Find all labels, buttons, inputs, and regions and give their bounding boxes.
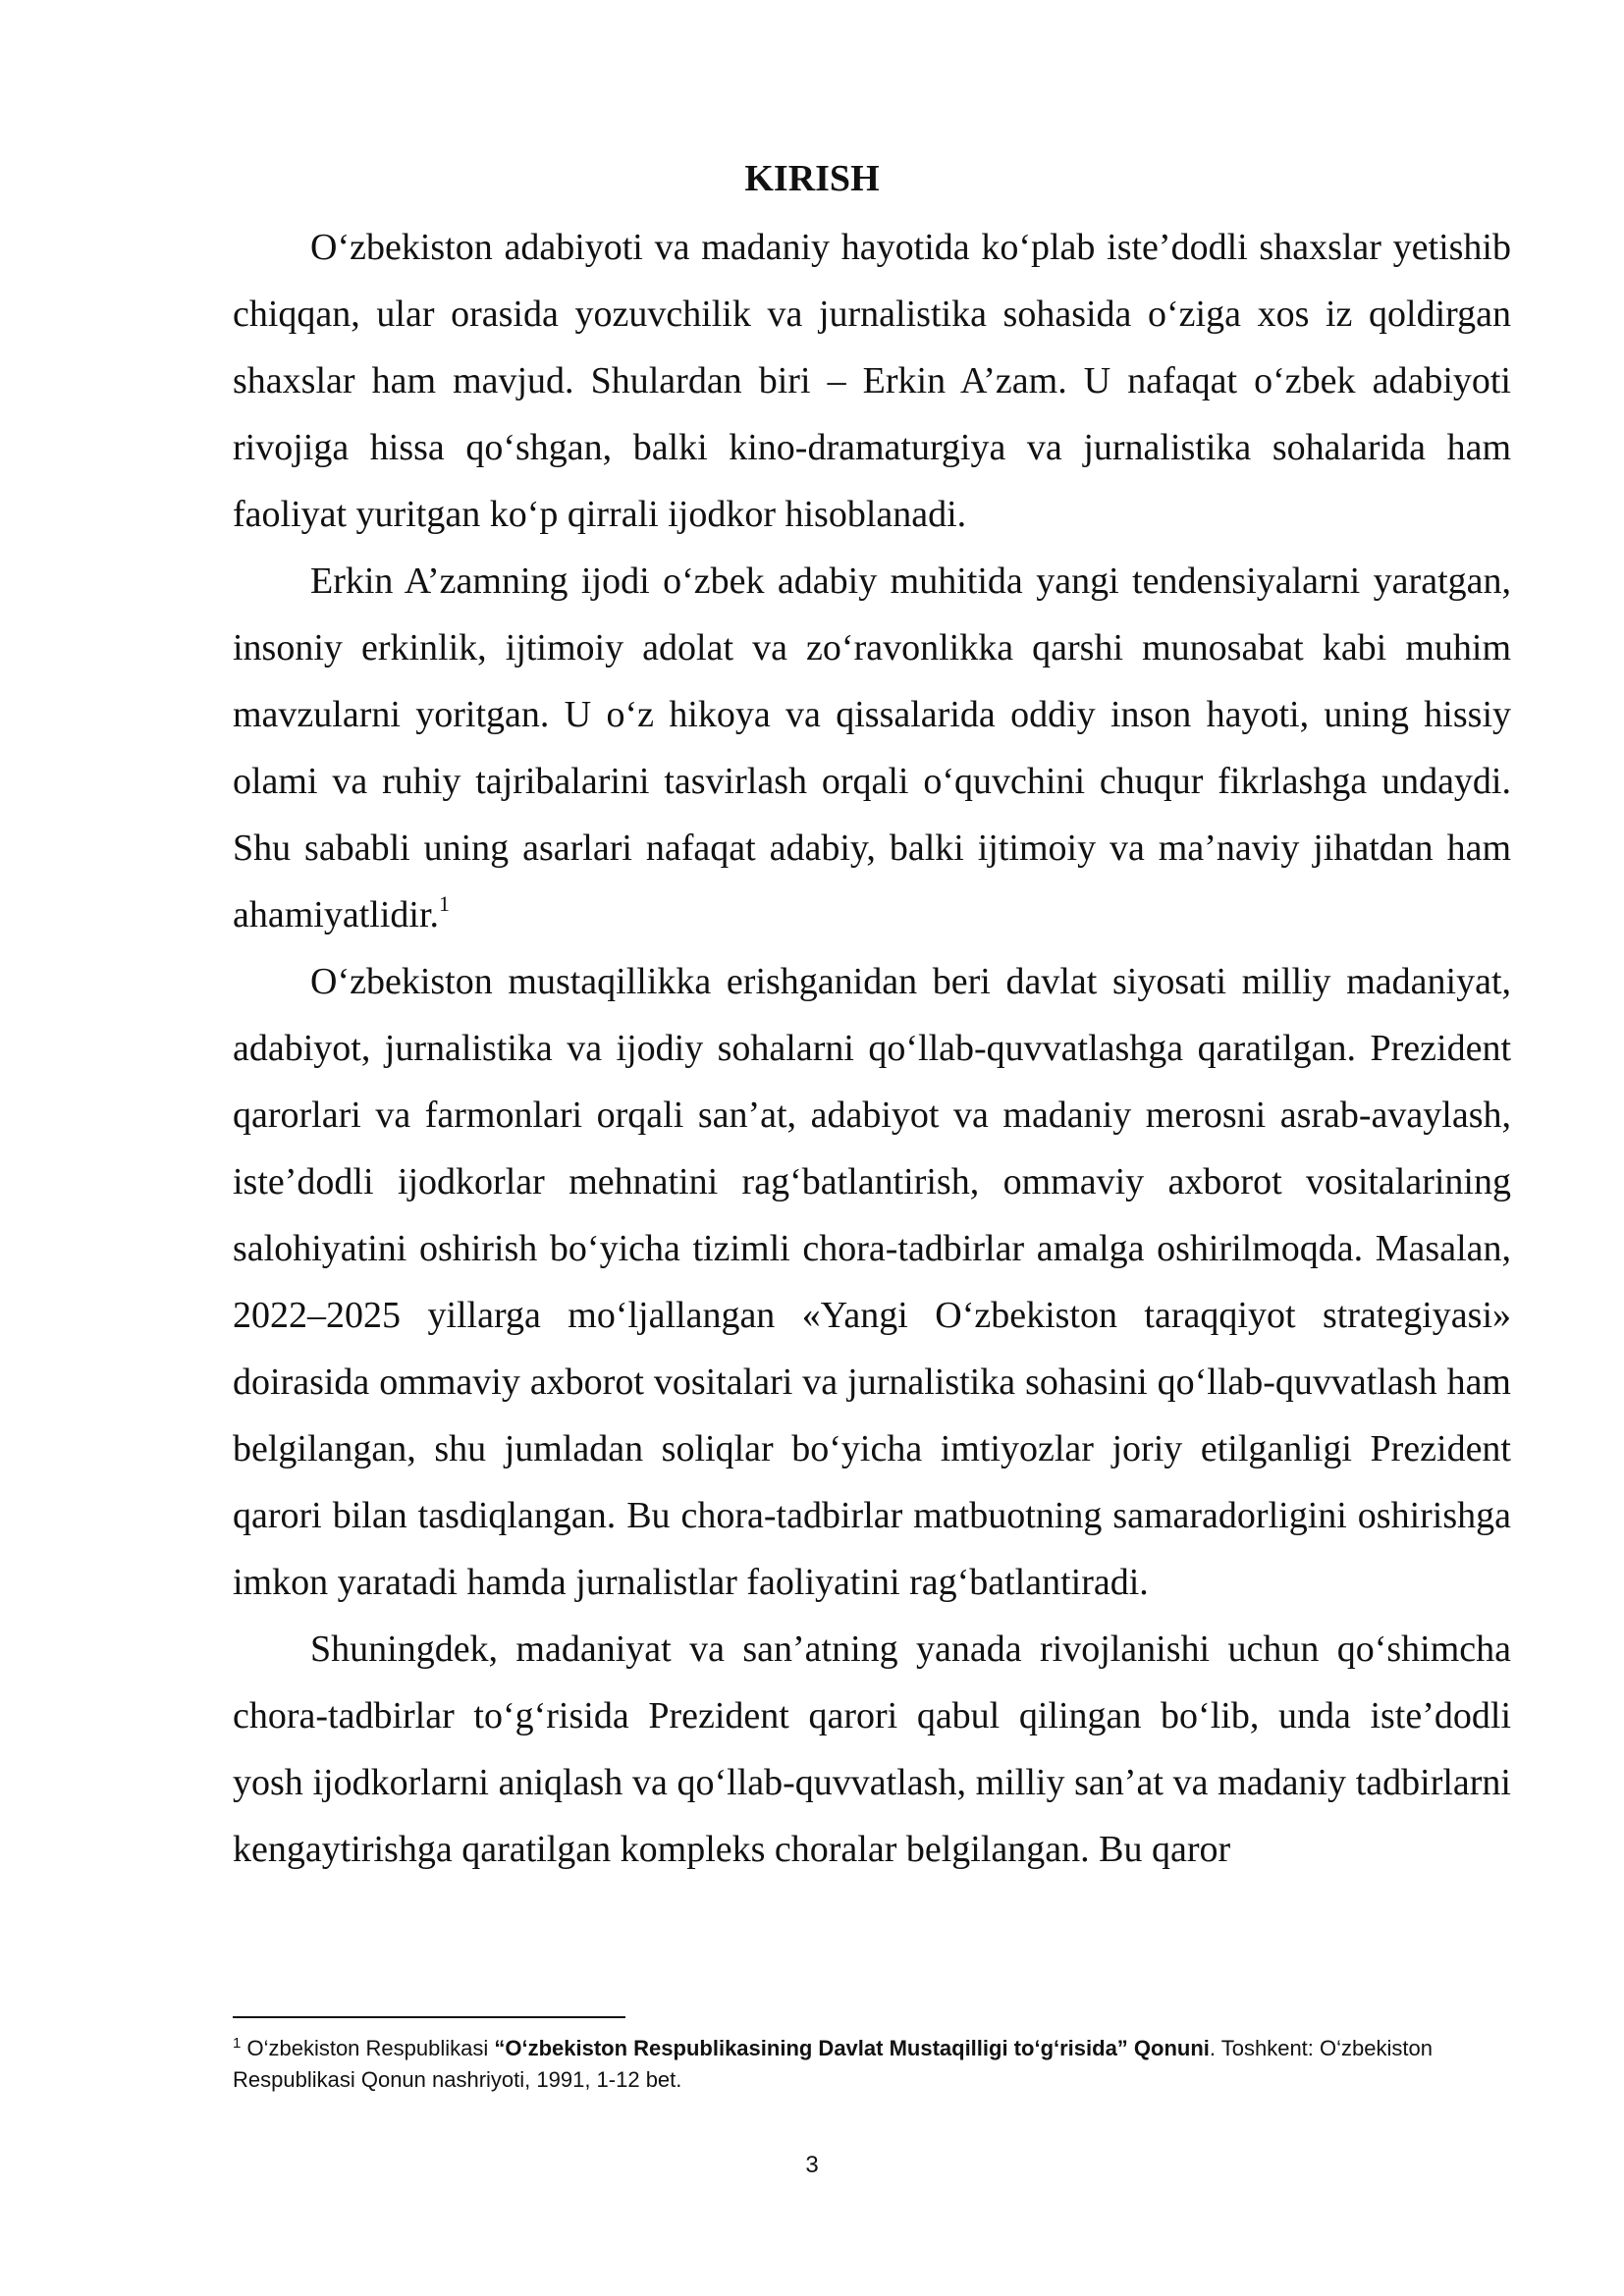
footnote-reference[interactable]: 1 bbox=[439, 891, 451, 916]
footnote-source-title: “O‘zbekiston Respublikasining Davlat Mustaqilligi to‘g‘risida” Qonuni bbox=[494, 2036, 1210, 2060]
body-text bbox=[233, 214, 1511, 1883]
footnote-prefix: O‘zbekiston Respublikasi bbox=[246, 2036, 489, 2060]
footnote-suffix: . Toshkent: O‘zbekiston Respublikasi Qonun nashriyoti, 1991, 1-12 bet. bbox=[233, 2036, 1433, 2092]
paragraph-2-text: Erkin A’zamning ijodi o‘zbek adabiy muhitida yangi tendensiyalarni yaratgan, insoniy erkinlik, ijtimoiy adolat va zo‘ravonlikka qarshi munosabat kabi muhim mavzularni yoritgan. U o‘z hikoya va qissalarida oddiy inson hayoti, uning hissiy olami va ruhiy tajribalarini tasvirlash orqali o‘quvchini chuqur fikrlashga undaydi. Shu sababli uning asarlari nafaqat adabiy, balki ijtimoiy va ma’naviy jihatdan ham ahamiyatlidir. bbox=[233, 561, 1511, 935]
footnote-marker: 1 bbox=[233, 2035, 242, 2052]
paragraph-2 bbox=[233, 548, 1511, 948]
page-number: 3 bbox=[805, 2152, 819, 2178]
footnote bbox=[233, 2033, 1511, 2096]
paragraph-3: O‘zbekiston mustaqillikka erishganidan beri davlat siyosati milliy madaniyat, adabiyot, jurnalistika va ijodiy sohalarni qo‘llab-quvvatlashga qaratilgan. Prezident qarorlari va farmonlari orqali san’at, adabiyot va madaniy merosni asrab-avaylash, iste’dodli ijodkorlar mehnatini rag‘batlantirish, ommaviy axborot vositalarining salohiyatini oshirish bo‘yicha tizimli chora-tadbirlar amalga oshirilmoqda. Masalan, 2022–2025 yillarga mo‘ljallangan «Yangi O‘zbekiston taraqqiyot strategiyasi» doirasida ommaviy axborot vositalari va jurnalistika sohasini qo‘llab-quvvatlash ham belgilangan, shu jumladan soliqlar bo‘yicha imtiyozlar joriy etilganligi Prezident qarori bilan tasdiqlangan. Bu chora-tadbirlar matbuotning samaradorligini oshirishga imkon yaratadi hamda jurnalistlar faoliyatini rag‘batlantiradi. bbox=[233, 961, 1511, 1603]
paragraph-4: Shuningdek, madaniyat va san’atning yanada rivojlanishi uchun qo‘shimcha chora-tadbirlar to‘g‘risida Prezident qarori qabul qilingan bo‘lib, unda iste’dodli yosh ijodkorlarni aniqlash va qo‘llab-quvvatlash, milliy san’at va madaniy tadbirlarni kengaytirishga qaratilgan kompleks choralar belgilangan. Bu qaror bbox=[233, 1629, 1511, 1870]
paragraph-1: O‘zbekiston adabiyoti va madaniy hayotida ko‘plab iste’dodli shaxslar yetishib chiqqan, ular orasida yozuvchilik va jurnalistika sohasida o‘ziga xos iz qoldirgan shaxslar ham mavjud. Shulardan biri – Erkin A’zam. U nafaqat o‘zbek adabiyoti rivojiga hissa qo‘shgan, balki kino-dramaturgiya va jurnalistika sohalarida ham faoliyat yuritgan ko‘p qirrali ijodkor hisoblanadi. bbox=[233, 227, 1511, 535]
footnote-separator bbox=[233, 2016, 625, 2018]
page-title: KIRISH bbox=[744, 158, 880, 199]
